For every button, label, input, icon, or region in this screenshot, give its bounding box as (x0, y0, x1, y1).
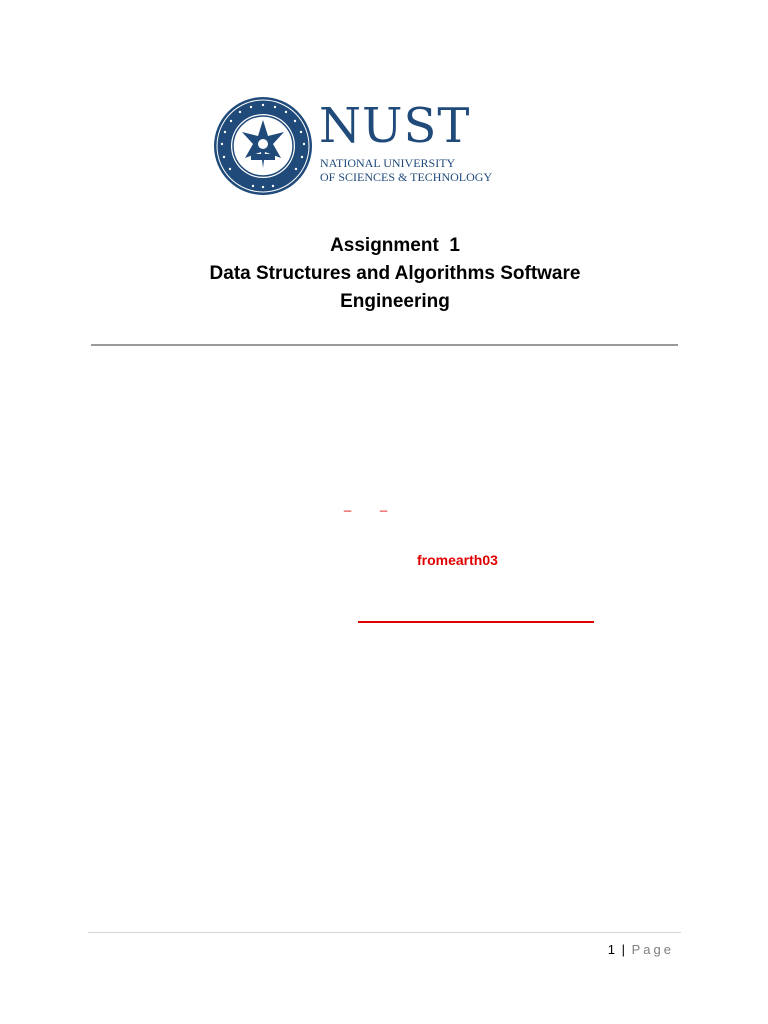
nust-logo (213, 96, 493, 198)
page-label: Page (631, 942, 674, 957)
red-dash-right: _ (380, 497, 388, 512)
footer-divider (88, 932, 681, 933)
red-dash-left: _ (344, 497, 352, 512)
page-separator: | (621, 942, 625, 957)
logo-subname (320, 157, 492, 184)
course-title-line2: Engineering (340, 291, 450, 312)
logo-wordmark: NUST (319, 98, 471, 154)
author-name: fromearth03 (417, 552, 498, 568)
course-title-line1: Data Structures and Algorithms Software (209, 263, 581, 284)
red-underline (358, 621, 594, 623)
logo-subname-line2: OF SCIENCES & TECHNOLOGY (320, 169, 493, 184)
university-seal-icon (213, 96, 313, 196)
page-footer (608, 941, 674, 959)
page-number: 1 (607, 942, 615, 957)
logo-subname-line1: NATIONAL UNIVERSITY (320, 156, 456, 170)
assignment-title: Assignment 1 (330, 235, 460, 256)
title-divider (91, 344, 678, 346)
